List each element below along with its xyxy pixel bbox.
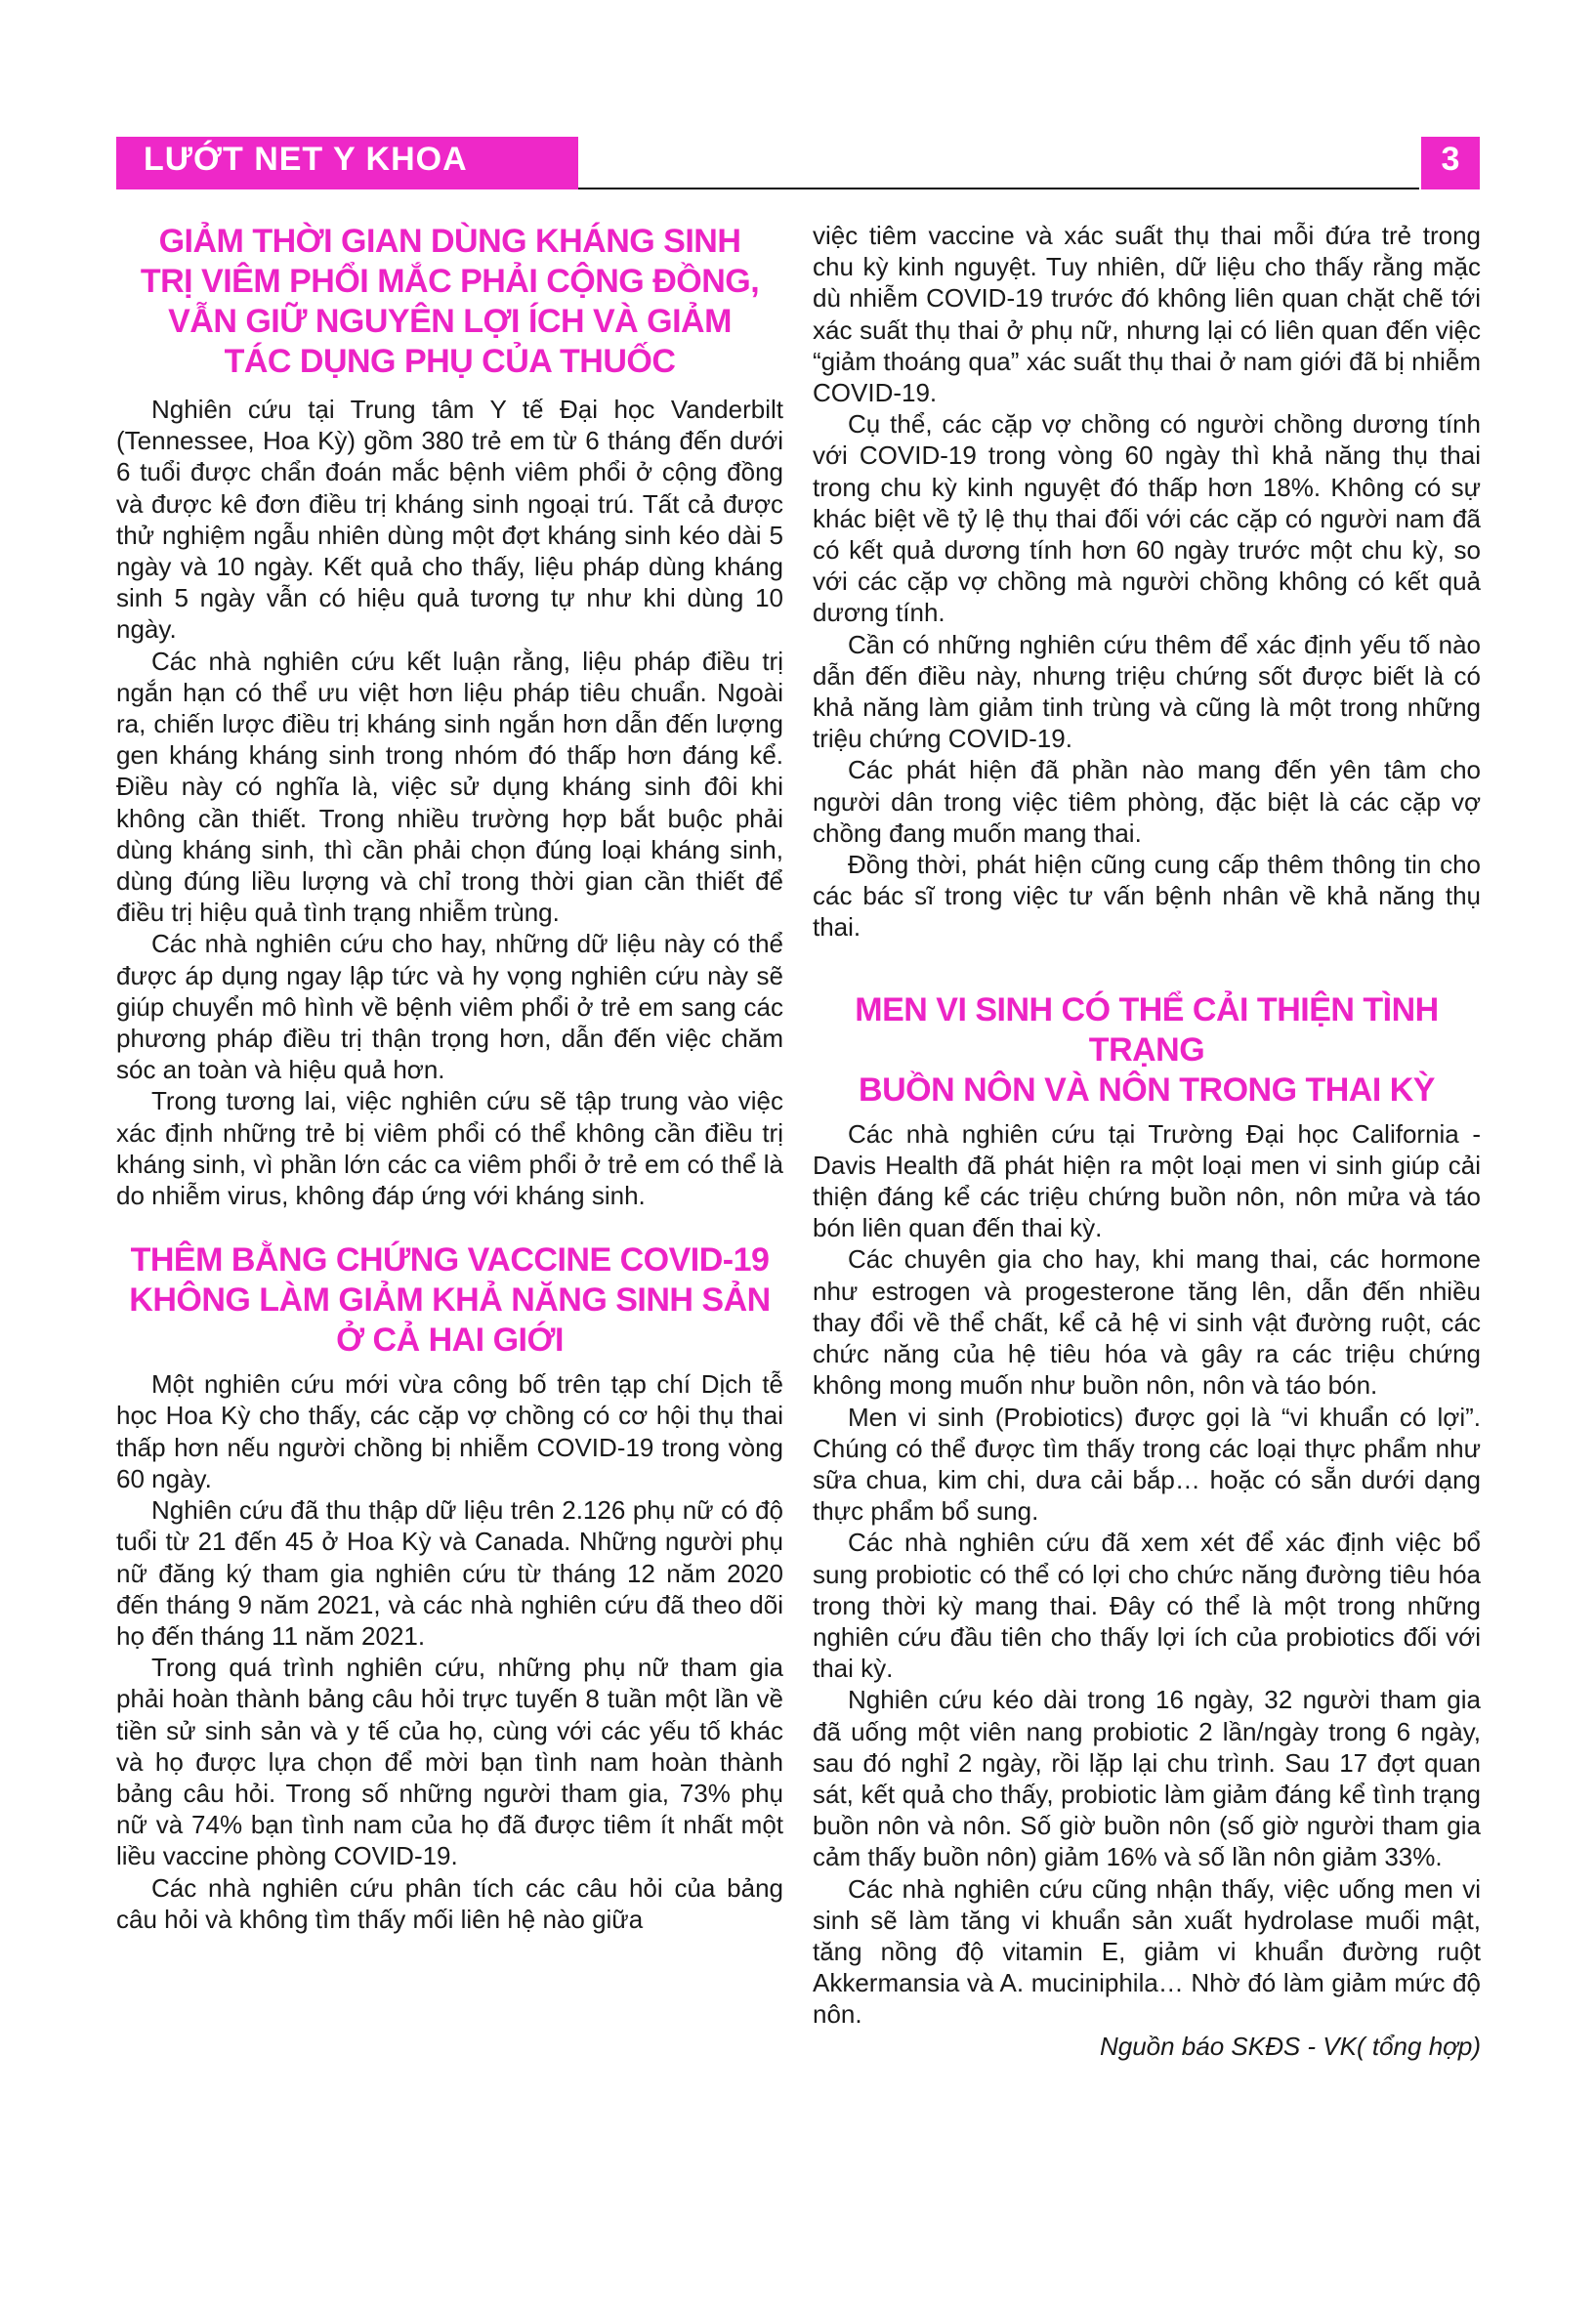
page-number: 3 bbox=[1441, 141, 1460, 178]
article-1-paragraph: Các nhà nghiên cứu cho hay, những dữ liệu này có thể được áp dụng ngay lập tức và hy vọng nghiên cứu này sẽ giúp chuyển mô hình về bệnh viêm phổi ở trẻ em sang các phương pháp điều trị thận trọng hơn, dẫn đến việc chăm sóc an toàn và hiệu quả hơn. bbox=[116, 929, 783, 1085]
article-1-paragraph: Nghiên cứu tại Trung tâm Y tế Đại học Vanderbilt (Tennessee, Hoa Kỳ) gồm 380 trẻ em từ 6 tháng đến dưới 6 tuổi được chẩn đoán mắc bệnh viêm phổi ở cộng đồng và được kê đơn điều trị kháng sinh ngoại trú. Tất cả được thử nghiệm ngẫu nhiên dùng một đợt kháng sinh kéo dài 5 ngày và 10 ngày. Kết quả cho thấy, liệu pháp dùng kháng sinh 5 ngày vẫn có hiệu quả tương tự như khi dùng 10 ngày. bbox=[116, 395, 783, 645]
article-2-paragraph: Cần có những nghiên cứu thêm để xác định yếu tố nào dẫn đến điều này, nhưng triệu chứng sốt được biết là có khả năng làm giảm tinh trùng và cũng là một trong những triệu chứng COVID-19. bbox=[813, 629, 1481, 754]
article-2-paragraph: Các nhà nghiên cứu phân tích các câu hỏi của bảng câu hỏi và không tìm thấy mối liên hệ nào giữa bbox=[116, 1872, 783, 1934]
article-2-paragraph: Đồng thời, phát hiện cũng cung cấp thêm thông tin cho các bác sĩ trong việc tư vấn bệnh nhân về khả năng thụ thai. bbox=[813, 850, 1481, 943]
article-1-paragraph: Các nhà nghiên cứu kết luận rằng, liệu pháp điều trị ngắn hạn có thể ưu việt hơn liệu pháp tiêu chuẩn. Ngoài ra, chiến lược điều trị kháng sinh ngắn hơn dẫn đến lượng gen kháng kháng sinh trong nhóm đó thấp hơn đáng kể. Điều này có nghĩa là, việc sử dụng kháng sinh đôi khi không cần thiết. Trong nhiều trường hợp bắt buộc phải dùng kháng sinh, thì cần phải chọn đúng loại kháng sinh, dùng đúng liều lượng và chỉ trong thời gian cần thiết để điều trị hiệu quả tình trạng nhiễm trùng. bbox=[116, 646, 783, 928]
title-line: THÊM BẰNG CHỨNG VACCINE COVID-19 bbox=[130, 1241, 770, 1279]
section-header bbox=[116, 137, 1480, 189]
article-3-paragraph: Men vi sinh (Probiotics) được gọi là “vi khuẩn có lợi”. Chúng có thể được tìm thấy trong các loại thực phẩm như sữa chua, kim chi, dưa cải bắp… hoặc có sẵn dưới dạng thực phẩm bổ sung. bbox=[813, 1402, 1481, 1527]
article-2-paragraph: Trong quá trình nghiên cứu, những phụ nữ tham gia phải hoàn thành bảng câu hỏi trực tuyến 8 tuần một lần về tiền sử sinh sản và y tế của họ, cùng với các yếu tố khác và họ được lựa chọn để mời bạn tình nam hoàn thành bảng câu hỏi. Trong số những người tham gia, 73% phụ nữ và 74% bạn tình nam của họ đã được tiêm ít nhất một liều vaccine phòng COVID-19. bbox=[116, 1653, 783, 1871]
title-line: KHÔNG LÀM GIẢM KHẢ NĂNG SINH SẢN bbox=[129, 1281, 771, 1320]
article-3-paragraph: Nghiên cứu kéo dài trong 16 ngày, 32 người tham gia đã uống một viên nang probiotic 2 lần/ngày trong 6 ngày, sau đó nghỉ 2 ngày, rồi lặp lại chu trình. Sau 17 đợt quan sát, kết quả cho thấy, probiotic làm giảm đáng kể tình trạng buồn nôn và nôn. Số giờ buồn nôn (số giờ người tham gia cảm thấy buồn nôn) giảm 16% và số lần nôn giảm 33%. bbox=[813, 1685, 1481, 1872]
header-rule bbox=[578, 188, 1419, 189]
source-credit: Nguồn báo SKĐS - VK( tổng hợp) bbox=[1099, 2031, 1481, 2061]
article-3-paragraph: Các chuyên gia cho hay, khi mang thai, các hormone như estrogen và progesterone tăng lên, dẫn đến nhiều thay đổi về thể chất, kể cả hệ vi sinh vật đường ruột, các chức năng của hệ tiêu hóa và gây ra các triệu chứng không mong muốn như buồn nôn, nôn và táo bón. bbox=[813, 1244, 1481, 1401]
title-line: TRỊ VIÊM PHỔI MẮC PHẢI CỘNG ĐỒNG, bbox=[140, 263, 760, 300]
page-number-tab bbox=[1421, 137, 1480, 189]
article-3-paragraph: Các nhà nghiên cứu tại Trường Đại học California - Davis Health đã phát hiện ra một loại men vi sinh giúp cải thiện đáng kể các triệu chứng buồn nôn, nôn mửa và táo bón liên quan đến thai kỳ. bbox=[813, 1118, 1481, 1243]
article-2-paragraph-continued: việc tiêm vaccine và xác suất thụ thai mỗi đứa trẻ trong chu kỳ kinh nguyệt. Tuy nhiên, dữ liệu cho thấy rằng mặc dù nhiễm COVID-19 trước đó không liên quan chặt chẽ tới xác suất thụ thai ở phụ nữ, nhưng lại có liên quan đến việc “giảm thoáng qua” xác suất thụ thai ở nam giới đã bị nhiễm COVID-19. bbox=[813, 221, 1481, 408]
title-line: GIẢM THỜI GIAN DÙNG KHÁNG SINH bbox=[158, 223, 741, 260]
title-line: BUỒN NÔN VÀ NÔN TRONG THAI KỲ bbox=[859, 1070, 1435, 1109]
article-2-paragraph: Các phát hiện đã phần nào mang đến yên tâm cho người dân trong việc tiêm phòng, đặc biệt là các cặp vợ chồng đang muốn mang thai. bbox=[813, 755, 1481, 848]
section-tab bbox=[116, 137, 578, 189]
article-3-paragraph: Các nhà nghiên cứu đã xem xét để xác định việc bổ sung probiotic có thể có lợi cho chức năng đường tiêu hóa trong thời kỳ mang thai. Đây có thể là một trong những nghiên cứu đầu tiên cho thấy lợi ích của probiotics đối với thai kỳ. bbox=[813, 1528, 1481, 1684]
section-title: LƯỚT NET Y KHOA bbox=[144, 141, 468, 178]
title-line: MEN VI SINH CÓ THỂ CẢI THIỆN TÌNH TRẠNG bbox=[855, 990, 1439, 1069]
article-2-paragraph: Nghiên cứu đã thu thập dữ liệu trên 2.126 phụ nữ có độ tuổi từ 21 đến 45 ở Hoa Kỳ và Canada. Những người phụ nữ đăng ký tham gia nghiên cứu từ tháng 12 năm 2020 đến tháng 9 năm 2021, và các nhà nghiên cứu đã theo dõi họ đến tháng 11 năm 2021. bbox=[116, 1495, 783, 1651]
title-line: TÁC DỤNG PHỤ CỦA THUỐC bbox=[224, 343, 676, 380]
article-3-title bbox=[813, 990, 1481, 1111]
title-line: VẪN GIỮ NGUYÊN LỢI ÍCH VÀ GIẢM bbox=[168, 303, 732, 340]
title-line: Ở CẢ HAI GIỚI bbox=[336, 1321, 564, 1360]
article-2-paragraph: Cụ thể, các cặp vợ chồng có người chồng dương tính với COVID-19 trong vòng 60 ngày thì khả năng thụ thai trong chu kỳ kinh nguyệt đó thấp hơn 18%. Không có sự khác biệt về tỷ lệ thụ thai đối với các cặp có người nam đã có kết quả dương tính hơn 60 ngày trước một chu kỳ, so với các cặp vợ chồng mà người chồng không có kết quả dương tính. bbox=[813, 409, 1481, 628]
article-3-paragraph: Các nhà nghiên cứu cũng nhận thấy, việc uống men vi sinh sẽ làm tăng vi khuẩn sản xuất hydrolase muối mật, tăng nồng độ vitamin E, giảm vi khuẩn đường ruột Akkermansia và A. muciniphila… Nhờ đó làm giảm mức độ nôn. bbox=[813, 1873, 1481, 2030]
article-2-title bbox=[116, 1240, 783, 1361]
article-1-title bbox=[116, 220, 783, 382]
article-1-paragraph: Trong tương lai, việc nghiên cứu sẽ tập trung vào việc xác định những trẻ bị viêm phổi có thể không cần điều trị kháng sinh, vì phần lớn các ca viêm phổi ở trẻ em có thể là do nhiễm virus, không đáp ứng với kháng sinh. bbox=[116, 1086, 783, 1211]
article-2-paragraph: Một nghiên cứu mới vừa công bố trên tạp chí Dịch tễ học Hoa Kỳ cho thấy, các cặp vợ chồng có cơ hội thụ thai thấp hơn nếu người chồng bị nhiễm COVID-19 trong vòng 60 ngày. bbox=[116, 1369, 783, 1493]
left-column bbox=[116, 220, 783, 1935]
right-column bbox=[813, 220, 1481, 2062]
